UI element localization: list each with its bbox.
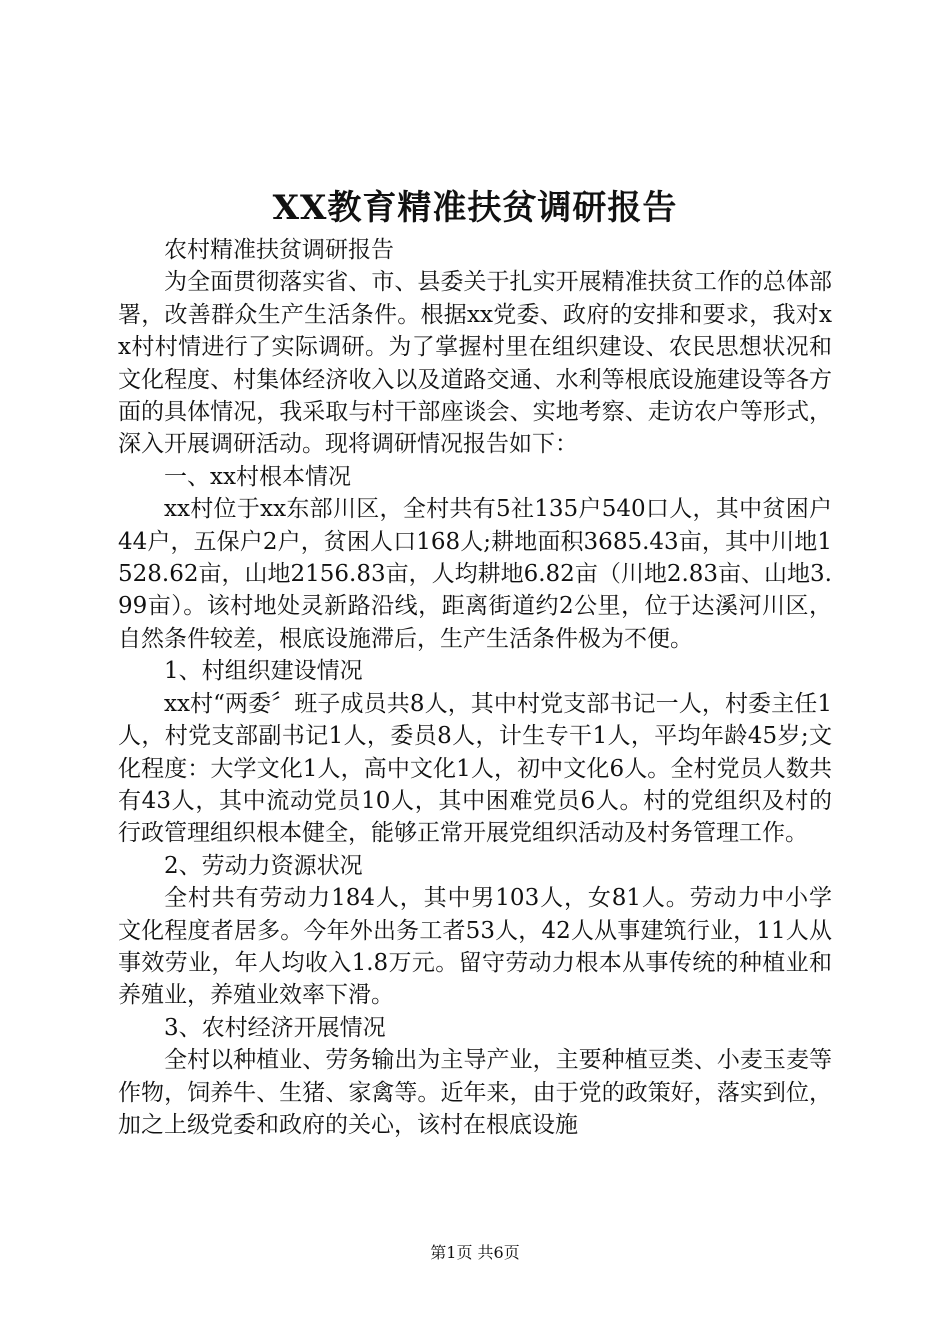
paragraph-economy: 全村以种植业、劳务输出为主导产业，主要种植豆类、小麦玉麦等作物，饲养牛、生猪、家禽等。近年来，由于党的政策好，落实到位，加之上级党委和政府的关心，该村在根底设施 xyxy=(118,1047,832,1138)
paragraph-intro: 为全面贯彻落实省、市、县委关于扎实开展精准扶贫工作的总体部署，改善群众生产生活条件。根据xx党委、政府的安排和要求，我对xx村村情进行了实际调研。为了掌握村里在组织建设、农民思想状况和文化程度、村集体经济收入以及道路交通、水利等根底设施建设等各方面的具体情况，我采取与村干部座谈会、实地考察、走访农户等形式，深入开展调研活动。现将调研情况报告如下： xyxy=(118,269,832,458)
section-heading-economy: 3、农村经济开展情况 xyxy=(164,1014,386,1041)
section-heading-basic-info: 一、xx村根本情况 xyxy=(164,463,351,490)
document-body xyxy=(118,234,832,1141)
paragraph-labor: 全村共有劳动力184人，其中男103人，女81人。劳动力中小学文化程度者居多。今年外出务工者53人，42人从事建筑行业，11人从事效劳业，年人均收入1.8万元。留守劳动力根本从事传统的种植业和养殖业，养殖业效率下滑。 xyxy=(118,885,832,1009)
section-heading-organization: 1、村组织建设情况 xyxy=(164,658,363,685)
page-number: 第1页 共6页 xyxy=(430,1243,520,1262)
section-heading-labor: 2、劳动力资源状况 xyxy=(164,852,363,879)
paragraph-subtitle: 农村精准扶贫调研报告 xyxy=(164,237,394,263)
paragraph-organization: xx村“两委〞班子成员共8人，其中村党支部书记一人，村委主任1人，村党支部副书记1人，委员8人，计生专干1人，平均年龄45岁;文化程度：大学文化1人，高中文化1人，初中文化6人。全村党员人数共有43人，其中流动党员10人，其中困难党员6人。村的党组织及村的行政管理组织根本健全，能够正常开展党组织活动及村务管理工作。 xyxy=(118,690,832,847)
document-title: XX教育精准扶贫调研报告 xyxy=(272,188,678,228)
paragraph-basic-info: xx村位于xx东部川区，全村共有5社135户540口人，其中贫困户44户，五保户2户，贫困人口168人;耕地面积3685.43亩，其中川地1528.62亩，山地2156.83亩，人均耕地6.82亩（川地2.83亩、山地3.99亩）。该村地处灵新路沿线，距离街道约2公里，位于达溪河川区，自然条件较差，根底设施滞后，生产生活条件极为不便。 xyxy=(118,496,832,652)
